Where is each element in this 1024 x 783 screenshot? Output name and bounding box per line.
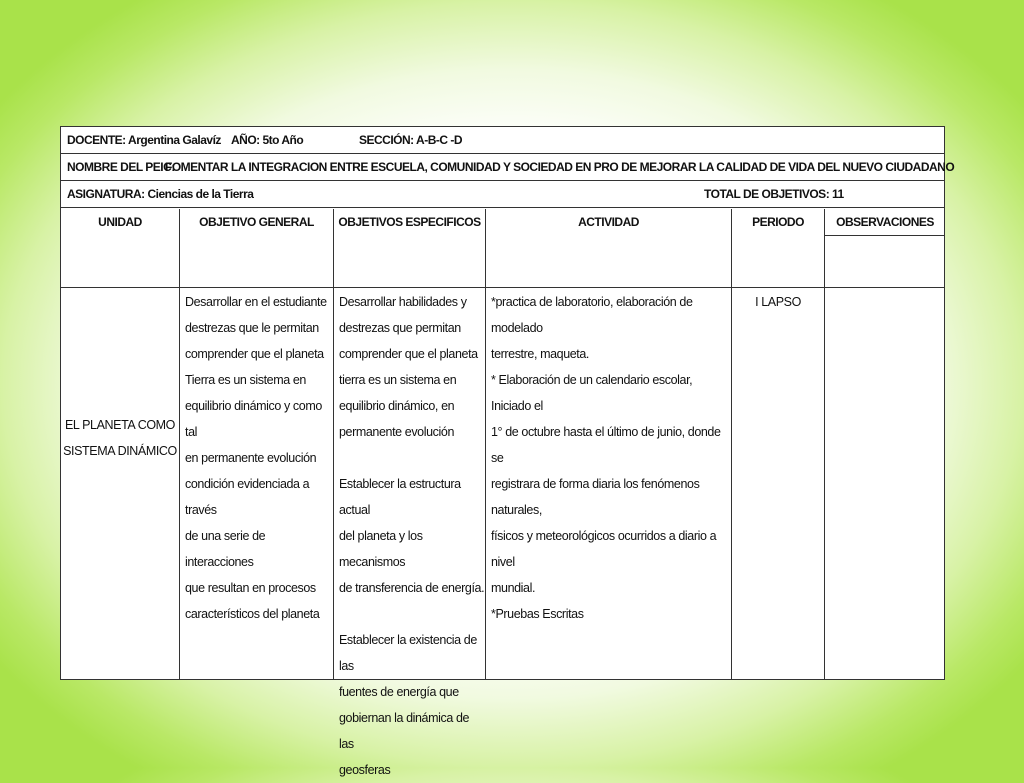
info-row-asignatura	[61, 181, 944, 208]
unidad-cell: EL PLANETA COMO SISTEMA DINÁMICO	[63, 418, 177, 458]
info-row-peic	[61, 154, 955, 181]
seccion-label: SECCIÓN: A-B-C -D	[359, 133, 463, 147]
column-header-periodo: PERIODO	[752, 215, 804, 229]
asignatura-label: ASIGNATURA: Ciencias de la Tierra	[67, 187, 254, 201]
periodo-cell: I LAPSO	[755, 295, 801, 309]
objectives-grid	[61, 209, 944, 777]
peic-value: FOMENTAR LA INTEGRACION ENTRE ESCUELA, COMUNIDAD Y SOCIEDAD EN PRO DE MEJORAR LA CALIDAD DE VIDA DEL NUEVO CIUDADANO	[165, 160, 955, 174]
objetivos-especificos-cell: Desarrollar habilidades y destrezas que permitan comprender que el planeta tierra es un sistema en equilibrio dinámico, en permanente evolución Establecer la estructura actual del planeta y los mecanismos de transferencia de energía. Establecer la existencia de las fuentes de energía que gobiernan la dinámica de las geosferas	[339, 295, 485, 777]
anio-label: AÑO: 5to Año	[231, 133, 304, 147]
peic-label: NOMBRE DEL PEIC:	[67, 160, 175, 174]
column-header-unidad: UNIDAD	[98, 215, 142, 229]
docente-label: DOCENTE: Argentina Galavíz	[67, 133, 221, 147]
info-row-docente	[61, 127, 944, 154]
lesson-plan-table	[60, 126, 955, 777]
column-header-observaciones: OBSERVACIONES	[836, 215, 934, 229]
column-header-objetivo-general: OBJETIVO GENERAL	[199, 215, 314, 229]
column-header-objetivos-especificos: OBJETIVOS ESPECIFICOS	[338, 215, 481, 229]
objetivo-general-cell: Desarrollar en el estudiante destrezas que le permitan comprender que el planeta Tierra es un sistema en equilibrio dinámico y como tal en permanente evolución condición evidenciada a través de una serie de interacciones que resultan en procesos característicos del planeta	[185, 295, 327, 621]
total-objetivos-label: TOTAL DE OBJETIVOS: 11	[704, 187, 844, 201]
column-header-actividad: ACTIVIDAD	[578, 215, 639, 229]
actividad-cell: *practica de laboratorio, elaboración de modelado terrestre, maqueta. * Elaboración de un calendario escolar, Iniciado el 1° de octubre hasta el último de junio, donde se registrara de forma diaria los fenómenos naturales, físicos y meteorológicos ocurridos a diario a nivel mundial. *Pruebas Escritas	[491, 295, 721, 621]
